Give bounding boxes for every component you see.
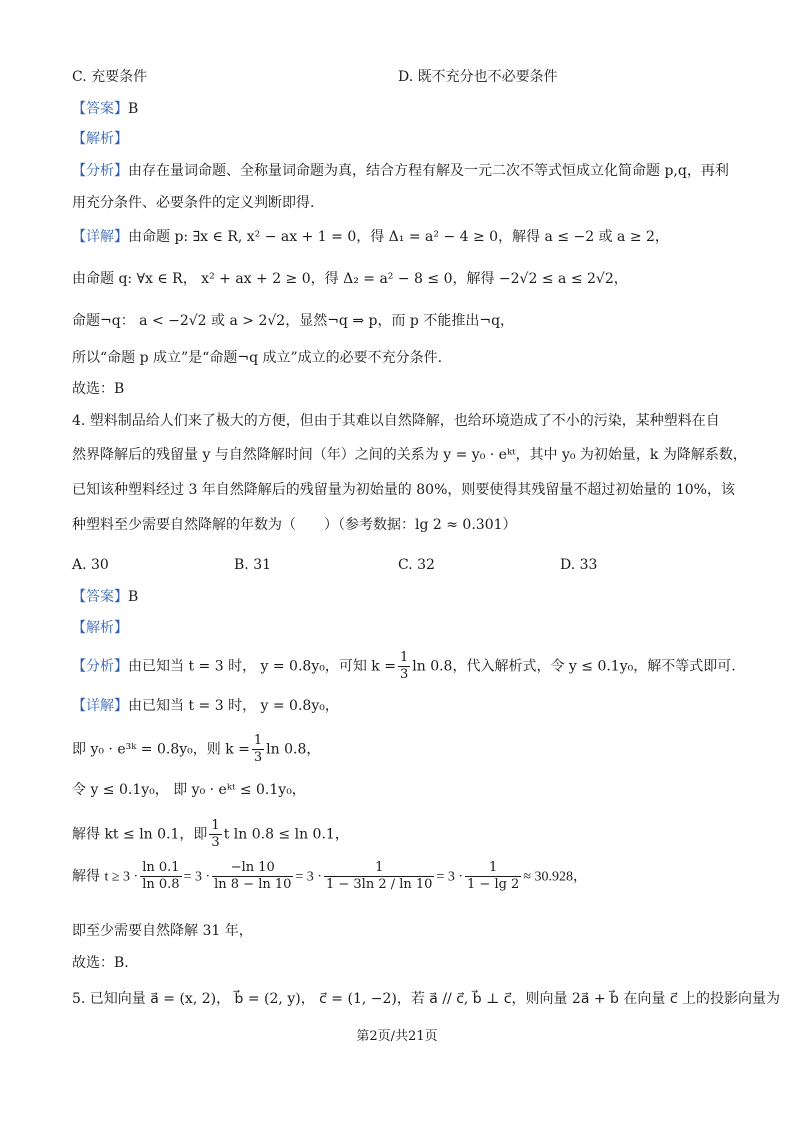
- fraction-4: [465, 860, 521, 893]
- q4-xj-line5-label: 解得: [72, 868, 100, 885]
- fenxi-line-1: [72, 160, 729, 182]
- fraction-2: [212, 860, 293, 893]
- q4-fenxi-text-b: ln 0.8，代入解析式，令 y ≤ 0.1y₀，解不等式即可.: [412, 658, 736, 675]
- q4-fenxi-tag: 【分析】: [72, 658, 128, 675]
- fraction-numerator: 1: [253, 733, 263, 748]
- fraction-denominator: 1 − lg 2: [467, 877, 520, 892]
- q4-option-d: D. 33: [560, 557, 598, 573]
- q4-stem-line-3: 已知该种塑料经过 3 年自然降解后的残留量为初始量的 80%，则要使得其残留量不超过初始量的 10%，该: [72, 482, 735, 498]
- q4-xj-line5-lhs: t ≥ 3 ·: [104, 869, 139, 885]
- xiangjie-line-4: 所以“命题 p 成立”是“命题¬q 成立”成立的必要不充分条件.: [72, 350, 443, 366]
- option-d: D. 既不充分也不必要条件: [398, 69, 558, 85]
- q4-xiangjie-line-6: 即至少需要自然降解 31 年，: [72, 923, 253, 939]
- fraction-numerator: 1: [465, 860, 521, 877]
- xiangjie-line-5: 故选：B: [72, 381, 125, 397]
- q4-stem-line-2: 然界降解后的残留量 y 与自然降解时间（年）之间的关系为 y = y₀ · eᵏᵗ，其中 y₀ 为初始量，k 为降解系数，: [72, 447, 747, 463]
- q4-xj-line4-fraction: [209, 818, 221, 851]
- q4-xj-line4-a: 解得 kt ≤ ln 0.1，即: [72, 826, 208, 843]
- q4-xj-line2-b: ln 0.8，: [266, 741, 321, 758]
- xiangjie-text: 由命题 p: ∃x ∈ R, x² − ax + 1 = 0，得 Δ₁ = a² − 4 ≥ 0，解得 a ≤ −2 或 a ≥ 2，: [128, 229, 669, 245]
- xiangjie-line-2: 由命题 q: ∀x ∈ R， x² + ax + 2 ≥ 0，得 Δ₂ = a² − 8 ≤ 0，解得 −2√2 ≤ a ≤ 2√2，: [72, 271, 628, 287]
- q4-analysis-heading: [72, 617, 128, 639]
- fraction-numerator: ln 0.1: [142, 860, 180, 875]
- answer-row: [72, 98, 138, 120]
- q4-option-b: B. 31: [234, 557, 272, 573]
- q4-xiangjie-line-2: [72, 733, 320, 766]
- fraction-denominator: 3: [211, 835, 220, 850]
- page-footer: 第2页/共21页: [356, 1029, 438, 1044]
- q4-option-c: C. 32: [398, 557, 435, 573]
- fraction-numerator: −ln 10: [212, 860, 293, 877]
- q4-xiangjie-line-3: 令 y ≤ 0.1y₀， 即 y₀ · eᵏᵗ ≤ 0.1y₀，: [72, 782, 306, 798]
- xiangjie-line-3: 命题¬q： a < −2√2 或 a > 2√2，显然¬q ⇒ p，而 p 不能推出¬q，: [72, 313, 515, 329]
- q4-xiangjie-line-5: [72, 860, 587, 893]
- fraction-numerator: 1: [399, 650, 409, 665]
- fraction-denominator: 3: [253, 750, 263, 765]
- q4-xj-line2-a: 即 y₀ · e³ᵏ = 0.8y₀，则 k =: [72, 741, 250, 758]
- fenxi-line-2: 用充分条件、必要条件的定义判断即得.: [72, 195, 315, 211]
- xiangjie-tag: 【详解】: [72, 229, 128, 245]
- fraction-numerator: 1: [324, 860, 434, 877]
- q4-fenxi-fraction: [398, 650, 410, 683]
- answer-tag: 【答案】: [72, 101, 128, 117]
- option-c: C. 充要条件: [72, 69, 148, 85]
- equals-2: = 3 ·: [295, 869, 322, 885]
- equals-3: = 3 ·: [436, 869, 464, 885]
- q4-stem-line-4: 种塑料至少需要自然降解的年数为（ ）（参考数据：lg 2 ≈ 0.301）: [72, 517, 517, 533]
- q4-answer-tag: 【答案】: [72, 589, 128, 605]
- q4-xiangjie-line-1: [72, 695, 339, 717]
- q4-analysis-tag: 【解析】: [72, 620, 128, 636]
- q4-xiangjie-tag: 【详解】: [72, 698, 128, 714]
- q5-stem-line-1: 5. 已知向量 a⃗ = (x, 2)， b⃗ = (2, y)， c⃗ = (1, −2)，若 a⃗ // c⃗, b⃗ ⊥ c⃗，则向量 2a⃗ + b⃗ 在向量 c⃗ 上的投影向量为: [72, 991, 780, 1007]
- fraction-denominator: ln 0.8: [142, 877, 180, 892]
- fraction-denominator: ln 8 − ln 10: [214, 877, 292, 892]
- q4-xj-line4-b: t ln 0.8 ≤ ln 0.1，: [223, 826, 349, 843]
- q4-option-a: A. 30: [72, 557, 109, 573]
- q4-xj-line2-fraction: [252, 733, 264, 766]
- fenxi-tag: 【分析】: [72, 163, 128, 179]
- q4-answer-value: B: [128, 589, 139, 605]
- analysis-tag: 【解析】: [72, 131, 128, 147]
- q4-xiangjie-line-7: 故选：B.: [72, 955, 129, 971]
- fraction-1: [140, 860, 181, 893]
- fenxi-text: 由存在量词命题、全称量词命题为真，结合方程有解及一元二次不等式恒成立化简命题 p,q，再利: [128, 163, 729, 179]
- answer-value: B: [128, 101, 139, 117]
- xiangjie-line-1: [72, 226, 669, 248]
- q4-answer-row: [72, 586, 138, 608]
- q4-fenxi-line: [72, 650, 736, 683]
- fraction-denominator: 1 − 3ln 2 / ln 10: [325, 877, 433, 892]
- result: ≈ 30.928，: [523, 869, 588, 885]
- analysis-heading: [72, 128, 128, 150]
- fraction-numerator: 1: [211, 818, 220, 833]
- q4-xiangjie-line-4: [72, 818, 349, 851]
- q4-stem-line-1: 4. 塑料制品给人们来了极大的方便，但由于其难以自然降解，也给环境造成了不小的污染，某种塑料在自: [72, 413, 720, 429]
- fraction-3: [324, 860, 434, 893]
- q4-fenxi-text-a: 由已知当 t = 3 时， y = 0.8y₀，可知 k =: [128, 658, 396, 675]
- fraction-denominator: 3: [399, 667, 409, 682]
- q4-xiangjie-text: 由已知当 t = 3 时， y = 0.8y₀，: [128, 698, 339, 714]
- equals-1: = 3 ·: [183, 869, 211, 885]
